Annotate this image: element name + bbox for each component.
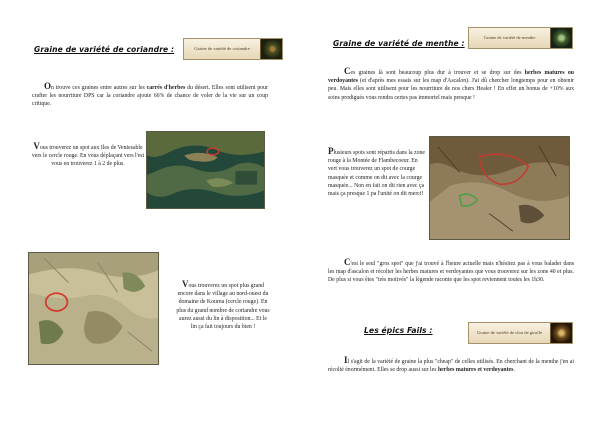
coriander-spot1-paragraph: Vous trouverez un spot aux Iles de Ventesable vers le cercle rouge. En vous déplaçant vers l'est vous en trouverez 1 à 2 de plus. — [31, 141, 145, 168]
coriander-seed-tag — [183, 38, 283, 60]
mint-spot1-paragraph: Plusieurs spots sont répartis dans la zone rouge à la Montée de Flambecoeur. En vert vous trouverez un spot de courge masquée et comme on dit avec la courge masquée... Non en fait on dit rien avec ça mais ça presque 1 pa l'unité on dit merci! — [328, 146, 425, 198]
right-page — [300, 0, 600, 424]
flamecoeur-map-image — [429, 136, 570, 240]
mature-herbs-term: herbes matures ou verdoyantes — [328, 70, 575, 85]
sandwind-isles-map-image — [146, 131, 265, 209]
coriander-seed-icon — [260, 39, 282, 59]
epic-fails-heading: Les épics Fails : — [364, 326, 433, 335]
mint-heading: Graine de variété de menthe : — [333, 39, 465, 48]
mint-intro-paragraph: Ces graines là sont beaucoup plus dur à trouver et se drop sur des herbes matures ou verdoyantes (et d'après mes essais sur les map d'Ascalon). J'ai dû chercher longtemps pour en obtenir peu. Mais elles sont utilisent pour les nourriture de nos chers Healer ! En effet un bonus de +10% aux soins prodigués vous rendra certes pas immortel mais presque ! — [328, 66, 575, 101]
clove-seed-tag — [468, 322, 573, 344]
mint-seed-tag-label: Graine de variété de menthe — [483, 35, 536, 41]
clove-seed-tag-label: Graine de variété de clou de girofle — [476, 330, 543, 336]
clove-seed-icon — [550, 323, 572, 343]
clove-paragraph: Il s'agit de la variété de graine la plus "cheap" de celles utilisés. En cherchant de la menthe j'en ai récolté énormément. Elles se drop aussi sur les herbes matures et verdoyantes. — [328, 355, 574, 374]
mint-spot2-paragraph: C'est le seul "gros spot" que j'ai trouvé à l'heure actuelle mais n'hésitez pas à vous balader dans les map d'ascalon et récolter les herbes matures et verdoyantes que vous trouverez sur les zone 40 et plus. De plus si vous êtes "très motivés" la légende raconte que les spot reviennent toutes les 1h30. — [328, 257, 574, 284]
mature-herbs-term-2: herbes matures et verdoyantes — [437, 367, 514, 374]
mint-seed-icon — [550, 28, 572, 48]
coriander-heading: Graine de variété de coriandre : — [34, 45, 175, 54]
coriander-seed-tag-label: Graine de variété de coriandre — [194, 46, 250, 52]
herb-squares-term: carrés d'herbes — [146, 85, 186, 91]
coriander-intro-paragraph: On trouve ces graines entre autres sur les carrés d'herbes du désert. Elles sont utilisent pour crafter les nourriture DPS car la coriandre ajoute 66% de chance de voler de la vie sur un coup critique. — [32, 81, 268, 108]
mint-seed-tag — [468, 27, 573, 49]
coriander-spot2-paragraph: Vous trouverez un spot plus grand encore dans le village au nord-ouest du domaine de Kourna (cercle rouge). En plus du grand nombre de coriandre vous aurez aussi du lin à disposition... Et le lin ça fait toujours du bien ! — [176, 279, 270, 331]
coriander-intro-dropcap: O — [44, 81, 52, 91]
kourna-map-image — [28, 252, 159, 365]
